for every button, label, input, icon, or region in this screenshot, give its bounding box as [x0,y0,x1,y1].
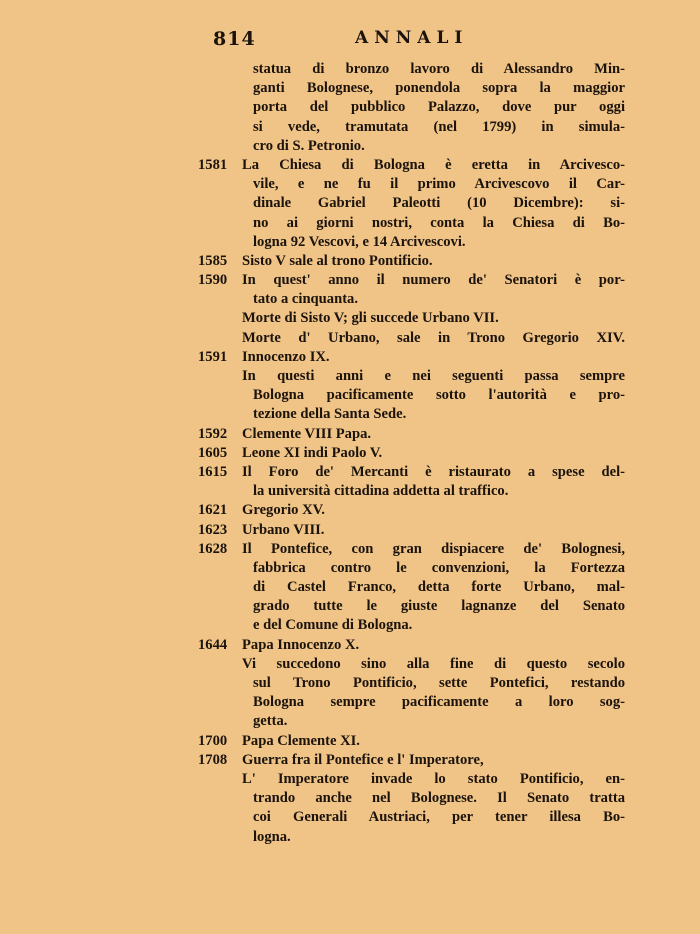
entry-line [0,156,700,175]
text-line [0,770,700,789]
entry-line [0,348,700,367]
line-text: dinale Gabriel Paleotti (10 Dicembre): si- [253,195,625,212]
text-line [0,290,700,309]
line-text: Vi succedono sino alla fine di questo secolo [242,655,625,672]
text-line [0,405,700,424]
year-label: 1623 [198,521,228,538]
text-line [0,60,700,79]
text-line [0,137,700,156]
year-label: 1615 [198,463,228,480]
entry-line [0,751,700,770]
text-line [0,693,700,712]
line-text: Il Foro de' Mercanti è ristaurato a spese del- [242,463,625,480]
line-text: Leone XI indi Paolo V. [242,444,383,461]
entry-line [0,271,700,290]
entry-line [0,425,700,444]
year-label: 1628 [198,540,228,557]
year-label: 1581 [198,156,228,173]
text-line [0,194,700,213]
page-number: 814 [213,28,256,50]
line-text: statua di bronzo lavoro di Alessandro Min- [253,61,625,77]
text-line [0,597,700,616]
line-text: Gregorio XV. [242,502,325,519]
text-line [0,808,700,827]
line-text: logna 92 Vescovi, e 14 Arcivescovi. [253,233,466,250]
text-line [0,655,700,674]
line-text: Morte d' Urbano, sale in Trono Gregorio XIV. [242,329,625,346]
text-line [0,386,700,405]
line-text: getta. [253,713,288,730]
text-line [0,175,700,194]
line-text: vile, e ne fu il primo Arcivescovo il Car- [253,176,625,193]
entry-line [0,501,700,520]
line-text: tezione della Santa Sede. [253,406,407,423]
line-text: Papa Clemente XI. [242,732,360,749]
entry-line [0,732,700,751]
year-label: 1621 [198,502,228,519]
text-line [0,674,700,693]
text-line [0,482,700,501]
text-line [0,559,700,578]
line-text: tato a cinquanta. [253,291,359,308]
line-text: coi Generali Austriaci, per tener illesa Bo- [253,809,625,826]
year-label: 1644 [198,636,228,653]
line-text: ganti Bolognese, ponendola sopra la maggior [253,80,625,97]
line-text: Papa Innocenzo X. [242,636,360,653]
text-line [0,214,700,233]
text-line [0,329,700,348]
entry-line [0,540,700,559]
text-line [0,828,700,847]
line-text: Sisto V sale al trono Pontificio. [242,252,433,269]
line-text: Morte di Sisto V; gli succede Urbano VII. [242,310,499,327]
entry-line [0,636,700,655]
text-line [0,712,700,731]
line-text: logna. [253,828,291,845]
line-text: La Chiesa di Bologna è eretta in Arcivesco- [242,156,625,173]
line-text: In quest' anno il numero de' Senatori è por- [242,272,625,289]
line-text: grado tutte le giuste lagnanze del Senato [253,598,625,615]
line-text: fabbrica contro le convenzioni, la Fortezza [253,559,625,576]
entry-line [0,252,700,271]
line-text: la università cittadina addetta al traffico. [253,483,509,500]
line-text: In questi anni e nei seguenti passa sempre [242,368,625,384]
line-text: Il Pontefice, con gran dispiacere de' Bolognesi, [242,540,625,557]
year-label: 1585 [198,252,228,269]
running-title: ANNALI [355,28,469,48]
text-line [0,367,700,386]
year-label: 1708 [198,751,228,768]
line-text: Clemente VIII Papa. [242,425,372,442]
annals-text [0,60,700,847]
line-text: sul Trono Pontificio, sette Pontefici, restando [253,675,625,691]
text-line [0,578,700,597]
text-line [0,616,700,635]
line-text: no ai giorni nostri, conta la Chiesa di Bo- [253,214,625,231]
entry-line [0,463,700,482]
line-text: porta del pubblico Palazzo, dove pur oggi [253,99,625,116]
line-text: L' Imperatore invade lo stato Pontificio, en- [242,770,625,787]
year-label: 1605 [198,444,228,461]
line-text: si vede, tramutata (nel 1799) in simula- [253,118,625,135]
text-line [0,98,700,117]
year-label: 1590 [198,272,228,289]
entry-line [0,444,700,463]
year-label: 1592 [198,425,228,442]
line-text: trando anche nel Bolognese. Il Senato tratta [253,790,625,807]
text-line [0,789,700,808]
text-line [0,118,700,137]
line-text: Bologna sempre pacificamente a loro sog- [253,694,625,711]
line-text: cro di S. Petronio. [253,137,365,154]
line-text: Innocenzo IX. [242,348,330,365]
line-text: e del Comune di Bologna. [253,617,413,634]
text-line [0,233,700,252]
year-label: 1700 [198,732,228,749]
line-text: Urbano VIII. [242,521,325,538]
entry-line [0,521,700,540]
page-header [0,22,700,52]
line-text: di Castel Franco, detta forte Urbano, mal- [253,579,625,596]
text-line [0,79,700,98]
year-label: 1591 [198,348,228,365]
line-text: Guerra fra il Pontefice e l' Imperatore, [242,751,484,768]
line-text: Bologna pacificamente sotto l'autorità e pro- [253,387,625,404]
text-line [0,309,700,328]
